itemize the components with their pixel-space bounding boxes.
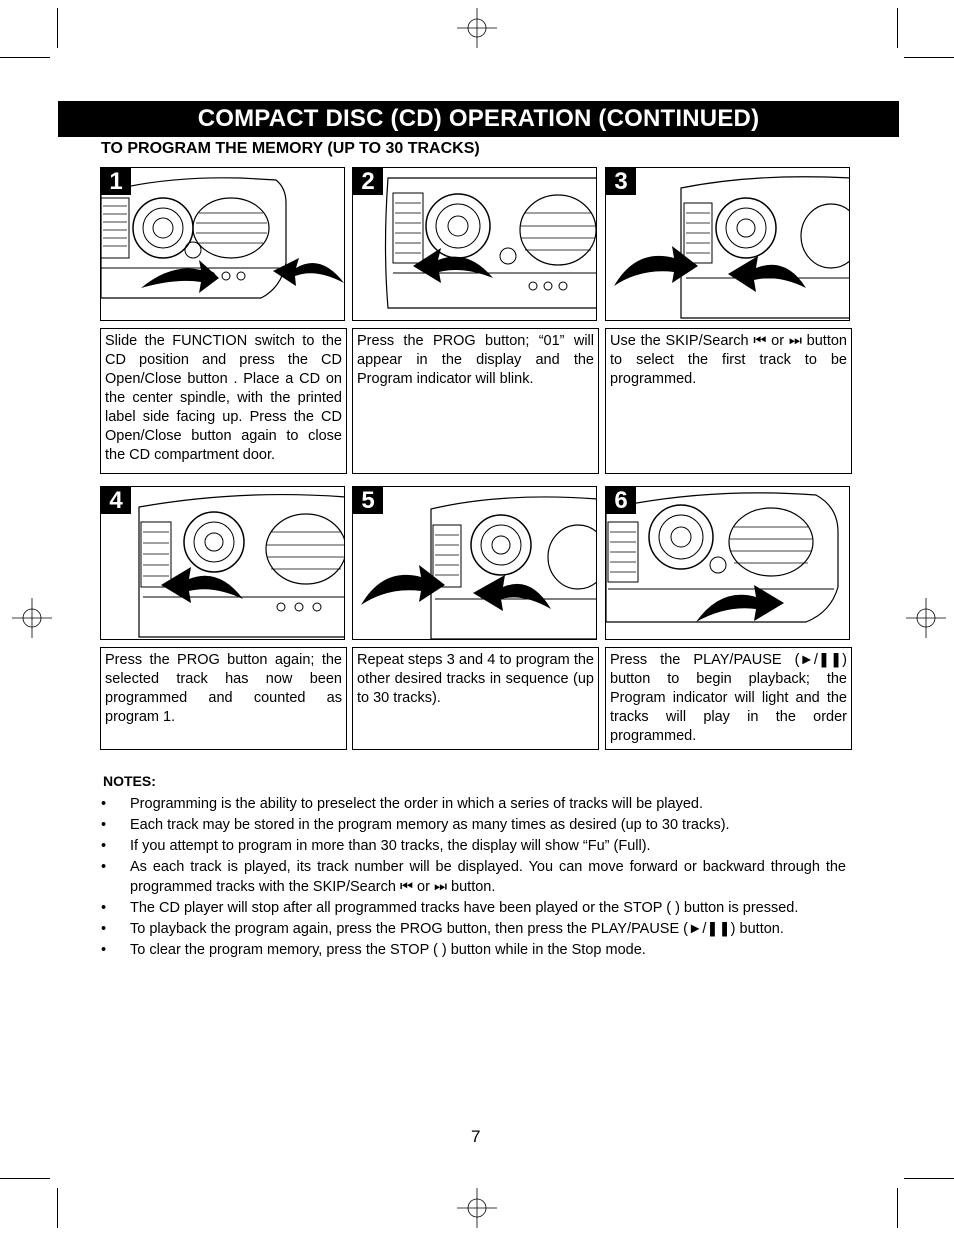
step-2-illustration <box>352 167 597 321</box>
note-text: Each track may be stored in the program memory as many times as desired (up to 30 tracks). <box>130 817 730 833</box>
note-text: To clear the program memory, press the STOP ( ) button while in the Stop mode. <box>130 942 646 958</box>
crop-mark <box>57 1188 58 1228</box>
step-5-illustration <box>352 486 597 640</box>
step-number: 1 <box>101 168 131 195</box>
cd-player-illustration-icon <box>101 168 345 321</box>
bullet: • <box>101 838 107 854</box>
list-item <box>101 857 846 897</box>
step-3-illustration <box>605 167 850 321</box>
section-heading: TO PROGRAM THE MEMORY (UP TO 30 TRACKS) <box>101 140 480 157</box>
list-item <box>101 940 846 960</box>
step-number: 6 <box>606 487 636 514</box>
cd-player-illustration-icon <box>606 487 850 640</box>
note-text: Programming is the ability to preselect the order in which a series of tracks will be played. <box>130 796 704 812</box>
step-number: 4 <box>101 487 131 514</box>
step-3-description: Use the SKIP/Search ⏮ or ⏭ button to select the first track to be programmed. <box>605 328 852 474</box>
crop-mark <box>897 8 898 48</box>
step-4-illustration <box>100 486 345 640</box>
bullet: • <box>101 942 107 958</box>
step-4-description: Press the PROG button again; the selected track has now been programmed and counted as program 1. <box>100 647 347 750</box>
bullet: • <box>101 859 107 875</box>
bullet: • <box>101 921 107 937</box>
step-1-illustration <box>100 167 345 321</box>
registration-mark-icon <box>12 598 52 638</box>
step-number: 3 <box>606 168 636 195</box>
cd-player-illustration-icon <box>606 168 850 321</box>
crop-mark <box>0 57 50 58</box>
list-item <box>101 836 846 856</box>
list-item <box>101 794 846 814</box>
registration-mark-icon <box>457 1188 497 1228</box>
bullet: • <box>101 796 107 812</box>
crop-mark <box>0 1178 50 1179</box>
bullet: • <box>101 817 107 833</box>
cd-player-illustration-icon <box>353 168 597 321</box>
page-title: COMPACT DISC (CD) OPERATION (CONTINUED) <box>58 101 899 137</box>
step-2-description: Press the PROG button; “01” will appear in the display and the Program indicator will blink. <box>352 328 599 474</box>
step-5-description: Repeat steps 3 and 4 to program the other desired tracks in sequence (up to 30 tracks). <box>352 647 599 750</box>
list-item <box>101 815 846 835</box>
bullet: • <box>101 900 107 916</box>
step-6-illustration <box>605 486 850 640</box>
note-text: If you attempt to program in more than 30 tracks, the display will show “Fu” (Full). <box>130 838 651 854</box>
crop-mark <box>57 8 58 48</box>
step-number: 5 <box>353 487 383 514</box>
list-item <box>101 898 846 918</box>
crop-mark <box>897 1188 898 1228</box>
notes-list <box>101 794 846 961</box>
note-text: To playback the program again, press the PROG button, then press the PLAY/PAUSE (►/❚❚) button. <box>130 921 784 937</box>
step-1-description: Slide the FUNCTION switch to the CD position and press the CD Open/Close button . Place a CD on the center spindle, with the printed label side facing up. Press the CD Open/Close button again to close the CD compartment door. <box>100 328 347 474</box>
note-text: As each track is played, its track number will be displayed. You can move forward or backward through the programmed tracks with the SKIP/Search ⏮ or ⏭ button. <box>130 859 846 895</box>
crop-mark <box>904 1178 954 1179</box>
step-number: 2 <box>353 168 383 195</box>
registration-mark-icon <box>457 8 497 48</box>
cd-player-illustration-icon <box>353 487 597 640</box>
list-item <box>101 919 846 939</box>
note-text: The CD player will stop after all programmed tracks have been played or the STOP ( ) button is pressed. <box>130 900 799 916</box>
notes-heading: NOTES: <box>103 773 156 789</box>
cd-player-illustration-icon <box>101 487 345 640</box>
crop-mark <box>904 57 954 58</box>
registration-mark-icon <box>906 598 946 638</box>
page-number: 7 <box>471 1127 481 1146</box>
step-6-description: Press the PLAY/PAUSE (►/❚❚) button to begin playback; the Program indicator will light and the tracks will play in the order programmed. <box>605 647 852 750</box>
